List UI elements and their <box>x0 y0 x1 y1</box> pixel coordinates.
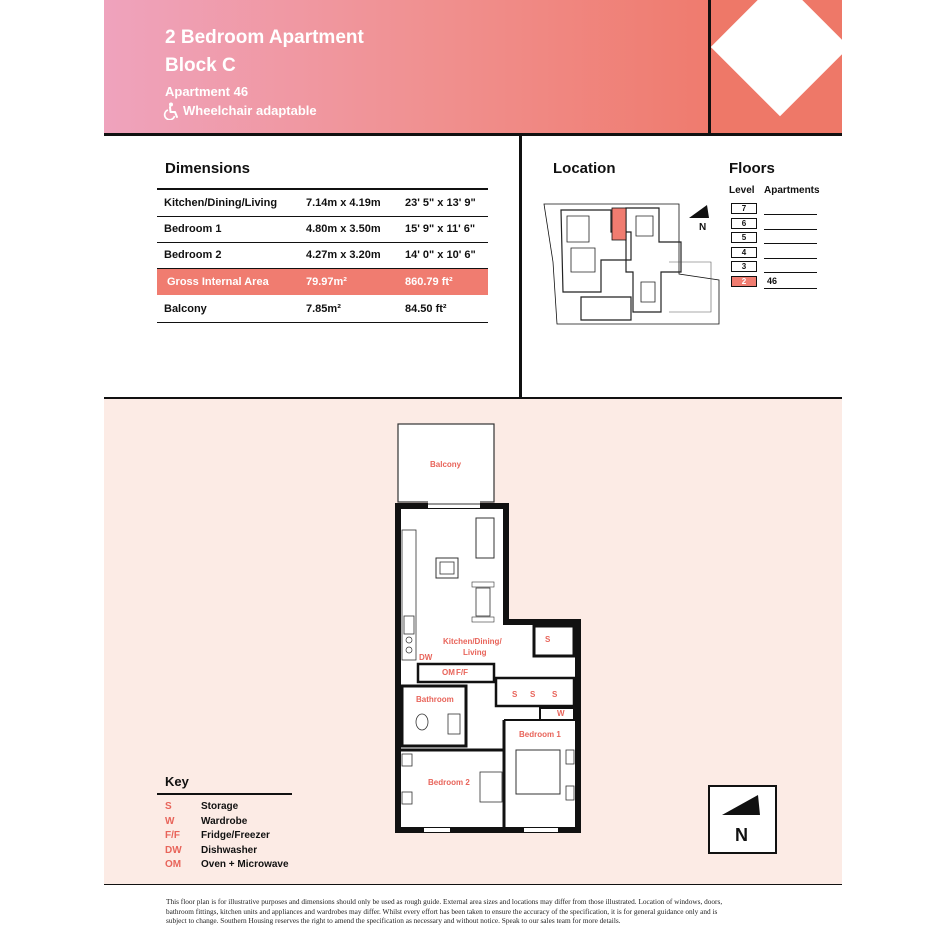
key-label: Oven + Microwave <box>201 859 289 870</box>
key-label: Wardrobe <box>201 816 248 827</box>
north-label: N <box>699 222 707 233</box>
metric-size: 7.14m x 4.19m <box>306 197 381 209</box>
key-rule <box>157 793 292 795</box>
floor-line <box>764 258 817 259</box>
tag-storage: S <box>545 635 551 644</box>
metric-size: 4.80m x 3.50m <box>306 223 381 235</box>
floor-level-7: 7 <box>731 203 757 214</box>
column-divider <box>519 136 522 398</box>
table-row <box>157 296 488 323</box>
floor-line <box>764 288 817 289</box>
floor-line <box>764 272 817 273</box>
tag-fridge-freezer: F/F <box>456 668 468 677</box>
floor-level-5: 5 <box>731 232 757 243</box>
room-label-bedroom-2: Bedroom 2 <box>428 778 470 787</box>
key-code: F/F <box>165 830 180 841</box>
north-label: N <box>735 825 748 845</box>
key-label: Dishwasher <box>201 845 258 856</box>
room-name: Gross Internal Area <box>167 276 269 288</box>
floors-heading: Floors <box>729 160 775 177</box>
room-label-kitchen-line2: Living <box>463 648 487 657</box>
site-location-map <box>541 202 721 327</box>
key-heading: Key <box>165 774 189 789</box>
floor-line <box>764 243 817 244</box>
tag-storage: S <box>512 690 518 699</box>
wheelchair-icon <box>163 102 181 120</box>
floor-level-6: 6 <box>731 218 757 229</box>
apartment-number: Apartment 46 <box>165 84 249 99</box>
imperial-size: 14' 0" x 10' 6" <box>405 249 476 261</box>
room-name: Kitchen/Dining/Living <box>164 197 278 209</box>
key-code: DW <box>165 845 182 856</box>
tag-dishwasher: DW <box>419 653 433 662</box>
location-heading: Location <box>553 160 616 177</box>
table-row-highlight <box>157 269 488 295</box>
room-label-balcony: Balcony <box>430 460 462 469</box>
room-label-bathroom: Bathroom <box>416 695 454 704</box>
dimensions-heading: Dimensions <box>165 160 251 177</box>
level-header: Level <box>729 185 755 196</box>
floor-level-3: 3 <box>731 261 757 272</box>
room-name: Balcony <box>164 303 207 315</box>
brand-logo <box>708 0 842 133</box>
imperial-size: 84.50 ft² <box>405 303 447 315</box>
page-title: 2 Bedroom Apartment <box>165 27 364 48</box>
disclaimer-text: This floor plan is for illustrative purposes and dimensions should only be used as rough guide. External area sizes and locations may differ from those illustrated. Location of windows, doors, bathroom fittings, kitchen units and appliances and wardrobes may differ. Whilst every effort has been taken to ensure the accuracy of the specification, it is for general guidance only and is subject to change. Southern Housing reserves the right to amend the specification as necessary and without notice. Speak to our sales team for more details. <box>166 897 723 925</box>
tag-storage: S <box>552 690 558 699</box>
key-code: W <box>165 816 175 827</box>
north-arrow-icon <box>689 205 717 219</box>
header-divider <box>104 133 842 136</box>
room-label-bedroom-1: Bedroom 1 <box>519 730 561 739</box>
floor-line <box>764 214 817 215</box>
tag-oven-microwave: OM <box>442 668 455 677</box>
key-label: Storage <box>201 801 239 812</box>
accessibility-label: Wheelchair adaptable <box>183 103 317 118</box>
floor-level-2: 2 <box>731 276 757 287</box>
table-row <box>157 190 488 217</box>
floor-line <box>764 229 817 230</box>
floor-apartment-number: 46 <box>767 276 778 286</box>
key-label: Fridge/Freezer <box>201 830 270 841</box>
diamond-logo-icon <box>711 0 842 116</box>
north-indicator <box>708 785 777 854</box>
room-name: Bedroom 2 <box>164 249 222 261</box>
floor-level-4: 4 <box>731 247 757 258</box>
metric-size: 79.97m² <box>306 276 347 288</box>
floor-plan-drawing <box>380 420 590 835</box>
block-label: Block C <box>165 55 236 76</box>
imperial-size: 860.79 ft² <box>405 276 453 288</box>
imperial-size: 15' 9" x 11' 6" <box>405 223 476 235</box>
table-row <box>157 216 488 243</box>
apartments-header: Apartments <box>764 185 820 196</box>
key-code: OM <box>165 859 182 870</box>
imperial-size: 23' 5" x 13' 9" <box>405 197 476 209</box>
room-name: Bedroom 1 <box>164 223 222 235</box>
table-row <box>157 242 488 269</box>
key-code: S <box>165 801 172 812</box>
metric-size: 7.85m² <box>306 303 341 315</box>
room-label-kitchen: Kitchen/Dining/ <box>443 637 502 646</box>
tag-wardrobe: W <box>557 709 565 718</box>
metric-size: 4.27m x 3.20m <box>306 249 381 261</box>
tag-storage: S <box>530 690 536 699</box>
apartment-location-marker <box>612 208 626 240</box>
